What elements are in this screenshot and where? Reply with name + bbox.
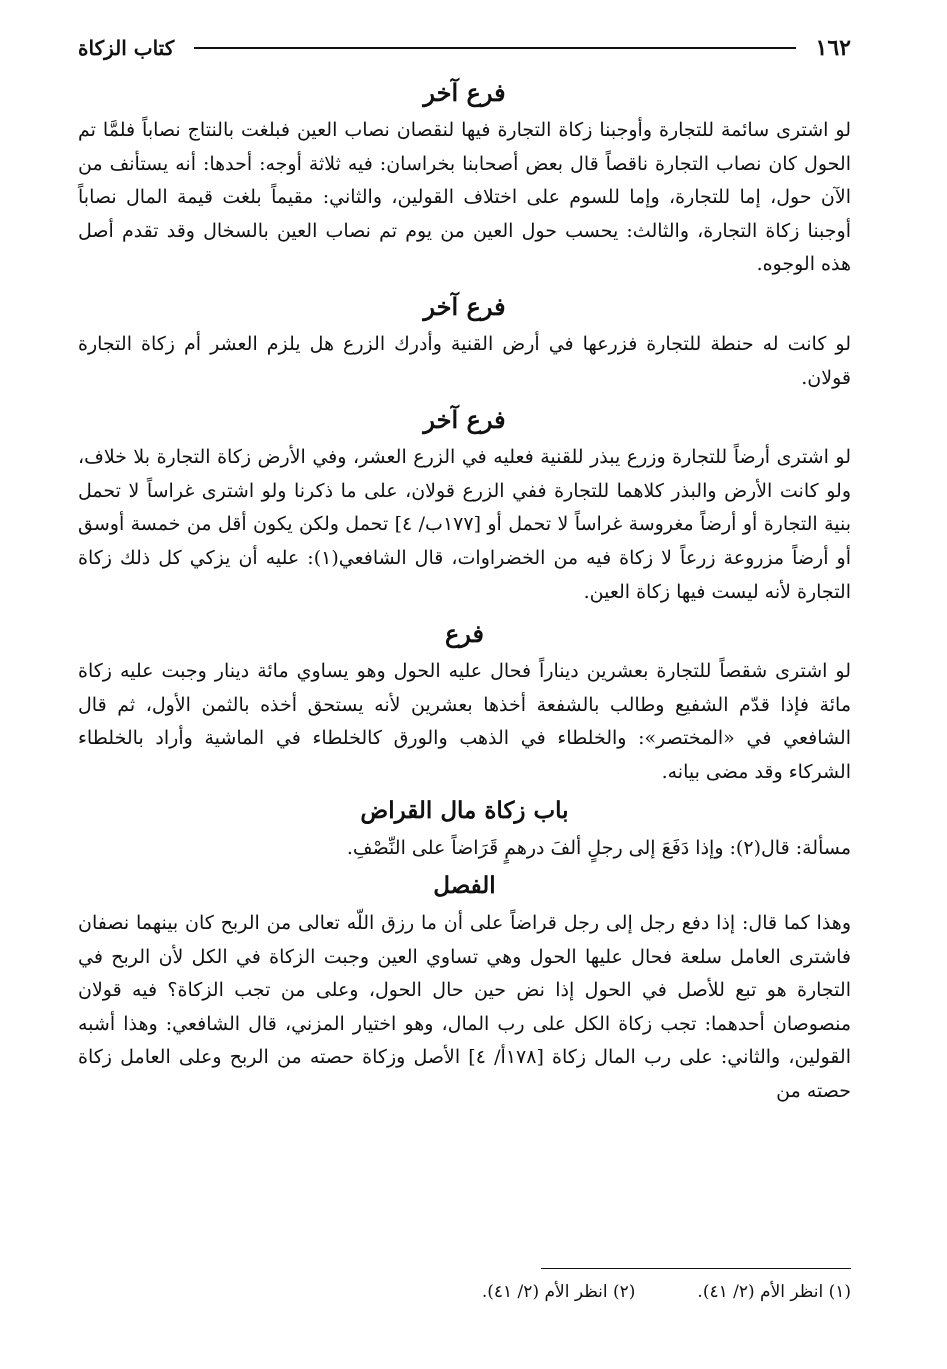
- paragraph: لو اشترى سائمة للتجارة وأوجبنا زكاة التجارة فيها لنقصان نصاب العين فبلغت بالنتاج نصاباً فلمَّا تم الحول كان نصاب التجارة ناقصاً قال بعض أصحابنا بخراسان: فيه ثلاثة أوجه: أحدها: أنه يستأنف من الآن حول، إما للتجارة، وإما للسوم على اختلاف القولين، والثاني: مقيماً بلغت قيمة المال نصاباً أوجبنا زكاة التجارة، والثالث: يحسب حول العين من يوم تم نصاب العين بالسخال وقد تقدم أصل هذه الوجوه.: [78, 119, 851, 276]
- section-heading: الفصل: [433, 872, 496, 900]
- paragraph: لو اشترى شقصاً للتجارة بعشرين ديناراً فحال عليه الحول وهو يساوي مائة دينار وجبت عليه زكاة مائة فإذا قدّم الشفيع وطالب بالشفعة أخذها بعشرين لأنه يستحق أخذه بالثمن الأول، ثم قال الشافعي في «المختصر»: والخلطاء في الذهب والورق كالخلطاء في الماشية وأراد بالخلطاء الشركاء وقد مضى بيانه.: [78, 660, 851, 783]
- running-title: كتاب الزكاة: [78, 36, 175, 60]
- footnote-rule: [541, 1268, 851, 1269]
- footnotes: [280, 1282, 851, 1302]
- page-number: ١٦٢: [815, 35, 851, 61]
- paragraph: وهذا كما قال: إذا دفع رجل إلى رجل قراضاً على أن ما رزق اللّه تعالى من الربح كان بينهما نصفان فاشترى العامل سلعة فحال عليها الحول وهي تساوي العين وجبت الزكاة في الكل لأن الربح في التجارة هو تبع للأصل في الحول إذا نض حين حال الحول، وعلى من تجب الزكاة؟ فيه قولان منصوصان أحدهما: تجب زكاة الكل على رب المال، وهو اختيار المزني، قال الشافعي: وهذا أشبه القولين، والثاني: على رب المال زكاة [١٧٨أ/ ٤] الأصل وزكاة حصته من الربح وعلى العامل زكاة حصته من: [78, 912, 851, 1103]
- footnote: (١) انظر الأم (٢/ ٤١).: [697, 1282, 851, 1302]
- section-heading: فرع: [444, 619, 485, 649]
- header-rule: [194, 47, 795, 49]
- chapter-heading: باب زكاة مال القراض: [360, 796, 569, 824]
- section-heading: فرع آخر: [423, 405, 506, 435]
- paragraph: لو كانت له حنطة للتجارة فزرعها في أرض القنية وأدرك الزرع هل يلزم العشر أم زكاة التجارة قولان.: [78, 332, 851, 389]
- section-heading: فرع آخر: [423, 291, 506, 321]
- running-head: [78, 28, 851, 68]
- paragraph: لو اشترى أرضاً للتجارة وزرع يبذر للقنية فعليه في الزرع العشر، وفي الأرض زكاة التجارة بلا خلاف، ولو كانت الأرض والبذر كلاهما للتجارة ففي الزرع قولان، على ما ذكرنا ولو اشترى غراساً لا تحمل بنية التجارة أو أرضاً مغروسة غراساً لا تحمل أو [١٧٧ب/ ٤] تحمل ولكن يكون أقل من خمسة أوسق أو أرضاً مزروعة زرعاً لا زكاة فيه من الخضراوات، قال الشافعي(١): عليه أن يزكي كل ذلك زكاة التجارة لأنه ليست فيها زكاة العين.: [78, 446, 852, 603]
- footnote: (٢) انظر الأم (٢/ ٤١).: [481, 1282, 636, 1302]
- section-heading: فرع آخر: [423, 78, 506, 107]
- paragraph: مسألة: قال(٢): وإذا دَفَعَ إلى رجلٍ ألفَ درهمٍ قَرَاضاً على النِّصْفِ.: [346, 836, 851, 859]
